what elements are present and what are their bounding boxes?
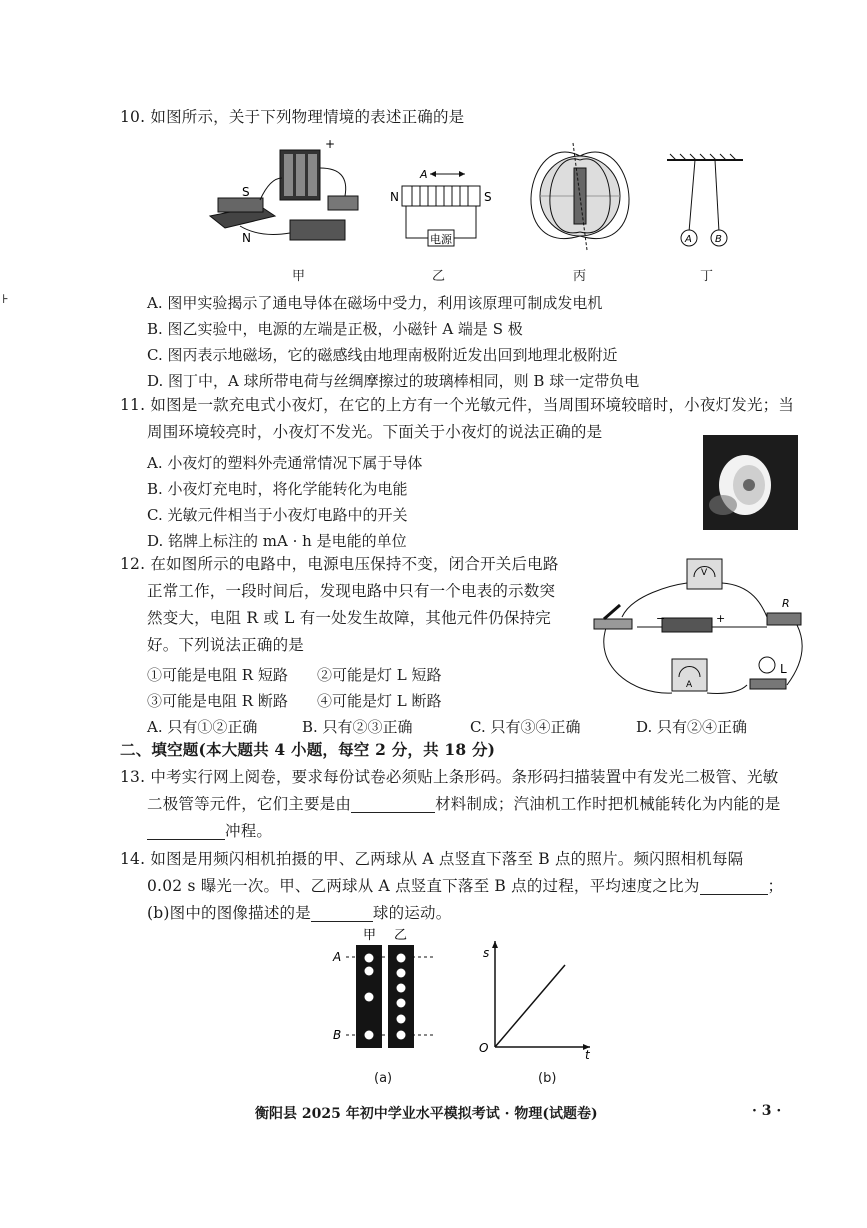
q14-point-a: A: [333, 950, 342, 964]
q12-voltmeter-label: V: [701, 568, 708, 578]
q13-line2-part2: 材料制成；汽油机工作时把机械能转化为内能的是: [435, 795, 781, 813]
q13-line3-part: 冲程。: [225, 822, 273, 840]
margin-mark: ⊦: [2, 292, 9, 306]
q12-stem-line3: 然变大，电阻 R 或 L 有一处发生故障，其他元件仍保持完: [147, 609, 551, 627]
q14-line3-part2: 球的运动。: [372, 904, 452, 922]
q14-line3: [147, 906, 451, 922]
q14-label-yi: 乙: [394, 928, 408, 943]
q10-fig-label-ding: 丁: [700, 269, 714, 284]
q13-line3: [147, 824, 272, 840]
q14-axis-t: t: [585, 1048, 590, 1060]
q14-line3-part1: (b)图中的图像描述的是: [147, 904, 311, 922]
q10-power-label: 电源: [430, 233, 452, 246]
q14-point-b: B: [333, 1028, 342, 1042]
q10-fig-label-yi: 乙: [432, 269, 446, 284]
q12-stem-line2: 正常工作，一段时间后，发现电路中只有一个电表的示数突: [147, 582, 556, 600]
q14-line1: 14. 如图是用频闪相机拍摄的甲、乙两球从 A 点竖直下落至 B 点的照片。频闪照相机每隔: [120, 850, 744, 868]
q10-a-label: A: [420, 168, 428, 181]
q14-line2: [147, 879, 783, 895]
q10-s-label-jia: S: [242, 185, 250, 199]
q10-option-c: C. 图丙表示地磁场，它的磁感线由地理南极附近发出回到地理北极附近: [147, 346, 618, 364]
q12-option-b: B. 只有②③正确: [302, 718, 413, 736]
q11-option-a: A. 小夜灯的塑料外壳通常情况下属于导体: [147, 454, 423, 472]
q11-stem-line2: 周围环境较亮时，小夜灯不发光。下面关于小夜灯的说法正确的是: [147, 423, 603, 441]
q12-statement-3: ③可能是电阻 R 断路: [147, 692, 288, 710]
q12-stem-line1: 12. 在如图所示的电路中，电源电压保持不变，闭合开关后电路: [120, 555, 559, 573]
q14-blank-1[interactable]: [700, 880, 768, 895]
q10-option-d: D. 图丁中，A 球所带电荷与丝绸摩擦过的玻璃棒相同，则 B 球一定带负电: [147, 372, 640, 390]
q14-axis-s: s: [483, 946, 490, 960]
q14-label-jia: 甲: [363, 928, 377, 943]
q11-stem-line1: 11. 如图是一款充电式小夜灯，在它的上方有一个光敏元件，当周围环境较暗时，小夜灯发光；当: [120, 396, 795, 414]
q10-option-a: A. 图甲实验揭示了通电导体在磁场中受力，利用该原理可制成发电机: [147, 294, 603, 312]
q12-option-c: C. 只有③④正确: [470, 718, 581, 736]
q10-figure-jia: [200, 138, 370, 243]
q14-caption-a: (a): [374, 1071, 393, 1086]
q14-blank-2[interactable]: [311, 907, 373, 922]
q10-option-b: B. 图乙实验中，电源的左端是正极，小磁针 A 端是 S 极: [147, 320, 523, 338]
q12-statement-4: ④可能是灯 L 断路: [317, 692, 442, 710]
q10-fig-label-jia: 甲: [292, 269, 306, 284]
q13-line2-part1: 二极管等元件，它们主要是由: [147, 795, 352, 813]
q12-option-a: A. 只有①②正确: [147, 718, 258, 736]
q10-n-label-jia: N: [242, 231, 251, 243]
q11-option-d: D. 铭牌上标注的 mA · h 是电能的单位: [147, 532, 407, 550]
q10-n-label-yi: N: [390, 190, 399, 204]
q12-option-d: D. 只有②④正确: [636, 718, 748, 736]
q13-line2: [147, 797, 781, 813]
page-number: · 3 ·: [752, 1103, 782, 1119]
q14-origin: O: [479, 1041, 489, 1055]
q14-caption-b: (b): [538, 1071, 557, 1086]
q10-plus-label: +: [325, 138, 336, 151]
q12-battery-minus: −: [656, 612, 666, 625]
q14-line2-part2: ；: [767, 877, 784, 895]
q10-fig-label-bing: 丙: [573, 269, 587, 284]
q14-line2-part1: 0.02 s 曝光一次。甲、乙两球从 A 点竖直下落至 B 点的过程，平均速度之比为: [147, 877, 700, 895]
q12-statement-2: ②可能是灯 L 短路: [317, 666, 442, 684]
q10-ball-b: B: [715, 234, 722, 245]
q10-ball-a: A: [685, 234, 692, 245]
q10-figure-bing: [515, 138, 645, 253]
q10-stem: 10. 如图所示，关于下列物理情境的表述正确的是: [120, 108, 465, 126]
q14-figure-a: [328, 925, 438, 1065]
q10-figure-yi: [390, 168, 500, 253]
q13-line1: 13. 中考实行网上阅卷，要求每份试卷必须贴上条形码。条形码扫描装置中有发光二极管、光敏: [120, 768, 779, 786]
q12-stem-line4: 好。下列说法正确的是: [147, 636, 305, 654]
q12-lamp-label: L: [780, 662, 787, 676]
q12-battery-plus: +: [716, 612, 726, 625]
q14-figure-b: [475, 935, 595, 1060]
section-2-heading: 二、填空题(本大题共 4 小题，每空 2 分，共 18 分): [120, 740, 496, 759]
q12-resistor-label: R: [782, 597, 790, 610]
q11-option-b: B. 小夜灯充电时，将化学能转化为电能: [147, 480, 408, 498]
q13-blank-2[interactable]: [147, 825, 225, 840]
q10-figure-ding: [665, 150, 745, 255]
page-footer-title: 衡阳县 2025 年初中学业水平模拟考试 · 物理(试题卷): [255, 1106, 598, 1122]
q12-ammeter-label: A: [686, 680, 693, 690]
q12-circuit-figure: [592, 555, 807, 705]
q12-statement-1: ①可能是电阻 R 短路: [147, 666, 288, 684]
q10-s-label-yi: S: [484, 190, 492, 204]
q11-option-c: C. 光敏元件相当于小夜灯电路中的开关: [147, 506, 408, 524]
q11-night-light-photo: [703, 435, 798, 530]
q13-blank-1[interactable]: [351, 798, 435, 813]
